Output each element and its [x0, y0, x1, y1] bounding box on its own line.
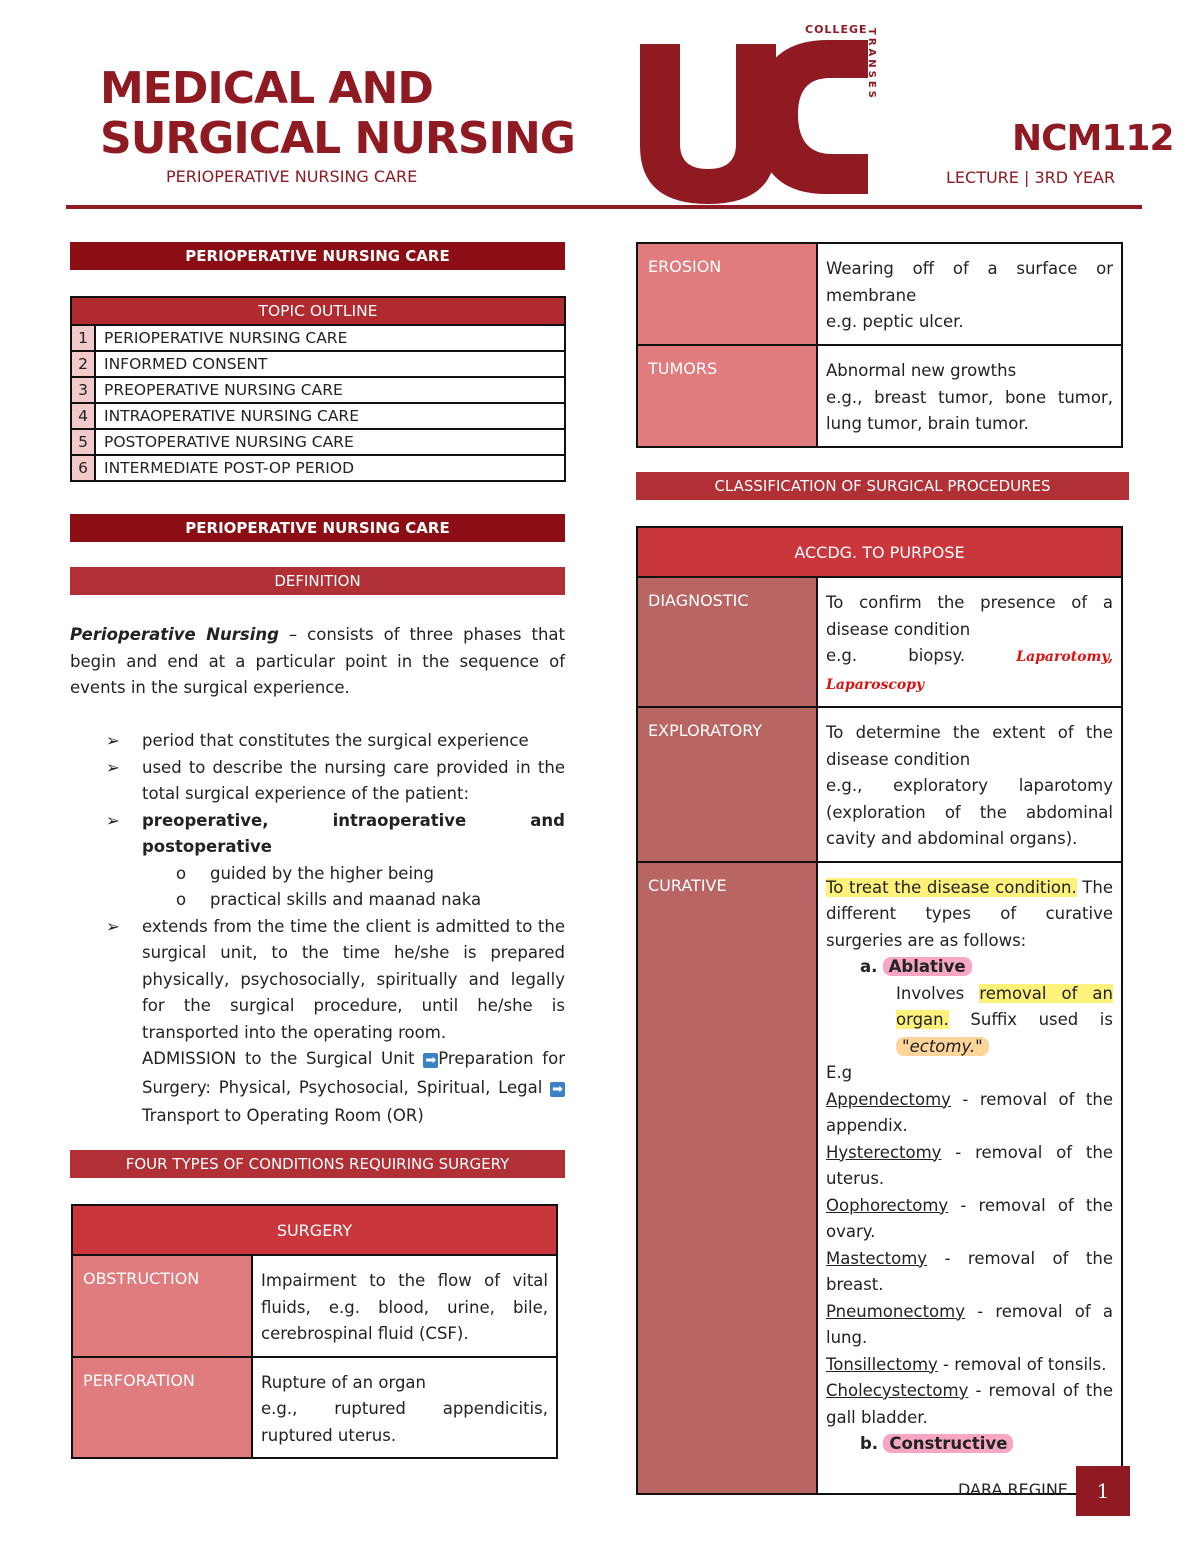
flow-step: Transport to Operating Room (OR)	[142, 1106, 424, 1125]
condition-label: OBSTRUCTION	[72, 1255, 252, 1357]
procedure-label: EXPLORATORY	[637, 707, 817, 862]
ablative-item	[826, 954, 1113, 981]
outline-label: PREOPERATIVE NURSING CARE	[95, 377, 565, 403]
desc-text: To confirm the presence of a disease condition	[826, 593, 1113, 639]
example-term: Appendectomy	[826, 1089, 951, 1109]
example-desc: - removal of the breast.	[826, 1248, 1113, 1294]
condition-desc-line: e.g., ruptured appendicitis, ruptured uterus.	[261, 1399, 548, 1445]
arrow-bullet-icon: ➢	[106, 810, 120, 830]
constructive-item	[826, 1431, 1113, 1458]
procedure-label: DIAGNOSTIC	[637, 577, 817, 707]
ablative-desc	[826, 981, 1113, 1061]
example-desc: - removal of the uterus.	[826, 1142, 1113, 1188]
highlight-term: Ablative	[883, 957, 972, 976]
condition-desc-line: e.g. peptic ulcer.	[826, 312, 964, 331]
definition-bullets	[70, 728, 565, 1130]
outline-num: 5	[71, 429, 95, 455]
topic-outline-table	[70, 296, 566, 482]
item-letter: b.	[860, 1434, 879, 1453]
arrow-bullet-icon: ➢	[106, 731, 120, 750]
right-arrow-icon: ➡	[552, 1081, 563, 1097]
classification-bar: CLASSIFICATION OF SURGICAL PROCEDURES	[636, 472, 1129, 500]
desc-text: Suffix used is	[948, 1010, 1113, 1029]
condition-desc-line: Abnormal new growths	[826, 361, 1017, 380]
desc-text: e.g., exploratory laparotomy (exploration of the abdominal cavity and abdominal organs).	[826, 776, 1113, 848]
example-item	[826, 1087, 1113, 1140]
outline-title: TOPIC OUTLINE	[71, 297, 565, 325]
classification-table	[636, 526, 1123, 1495]
outline-num: 4	[71, 403, 95, 429]
arrow-bullet-icon: ➢	[106, 757, 120, 777]
arrow-bullet-icon: ➢	[106, 916, 120, 936]
condition-desc	[817, 243, 1122, 345]
conditions-table	[71, 1204, 558, 1459]
bullet-text: used to describe the nursing care provided in the total surgical experience of the patient:	[142, 757, 565, 803]
course-info: LECTURE | 3RD YEAR	[946, 168, 1116, 187]
desc-text: e.g. biopsy.	[826, 646, 1017, 665]
condition-desc-line: Rupture of an organ	[261, 1372, 426, 1392]
example-item	[826, 1378, 1113, 1431]
example-desc: - removal of the ovary.	[826, 1195, 1113, 1241]
example-desc: - removal of a lung.	[826, 1301, 1113, 1347]
flow-step: ADMISSION to the Surgical Unit	[142, 1049, 424, 1068]
doc-title-line2: SURGICAL NURSING	[100, 113, 575, 164]
example-item	[826, 1246, 1113, 1299]
item-letter: a.	[860, 957, 878, 976]
handwritten-note: Laparotomy, Laparoscopy	[826, 649, 1113, 693]
surgery-header: SURGERY	[72, 1205, 557, 1255]
desc-text: To determine the extent of the disease condition	[826, 723, 1113, 769]
example-item	[826, 1352, 1113, 1379]
example-item	[826, 1193, 1113, 1246]
def-text: – consists of three phases that begin and end at a particular point in the sequence of events in the surgical experience.	[70, 625, 565, 697]
example-item	[826, 1299, 1113, 1352]
outline-num: 2	[71, 351, 95, 377]
highlight-text: To treat the disease condition.	[826, 877, 1077, 897]
logo-college-text: COLLEGE	[805, 23, 868, 36]
footer-author: DARA REGINE	[958, 1480, 1068, 1499]
outline-row	[71, 403, 565, 429]
example-term: Cholecystectomy	[826, 1381, 969, 1400]
example-desc: - removal of the gall bladder.	[826, 1381, 1113, 1427]
example-term: Tonsillectomy	[826, 1354, 938, 1374]
condition-label: PERFORATION	[72, 1357, 252, 1459]
highlight-term: Constructive	[883, 1434, 1013, 1453]
logo-transes-text: TRANSES	[866, 28, 877, 101]
outline-num: 6	[71, 455, 95, 481]
section-bar-perioperative: PERIOPERATIVE NURSING CARE	[70, 242, 565, 270]
outline-label: PERIOPERATIVE NURSING CARE	[95, 325, 565, 351]
outline-label: POSTOPERATIVE NURSING CARE	[95, 429, 565, 455]
purpose-header: ACCDG. TO PURPOSE	[637, 527, 1122, 577]
outline-row	[71, 377, 565, 403]
sub-bullet-text: guided by the higher being	[210, 863, 434, 883]
right-arrow-icon: ➡	[425, 1053, 437, 1068]
circle-bullet-icon: o	[176, 863, 187, 883]
doc-title-line1: MEDICAL AND	[100, 63, 433, 114]
course-code: NCM112	[1012, 118, 1174, 159]
condition-label: EROSION	[637, 243, 817, 345]
outline-num: 1	[71, 325, 95, 351]
definition-bar: DEFINITION	[70, 567, 565, 595]
bullet-text-bold: preoperative, intraoperative and postoperative	[142, 810, 565, 856]
example-term: Mastectomy	[826, 1248, 928, 1268]
def-term: Perioperative Nursing	[70, 625, 279, 644]
procedure-desc	[817, 862, 1122, 1494]
doc-subtitle: PERIOPERATIVE NURSING CARE	[166, 167, 418, 186]
flow-step: Preparation for Surgery: Physical, Psychosocial, Spiritual, Legal	[142, 1049, 565, 1097]
condition-desc	[817, 345, 1122, 447]
outline-label: INTRAOPERATIVE NURSING CARE	[95, 403, 565, 429]
condition-desc	[252, 1357, 557, 1459]
procedure-desc	[817, 577, 1122, 707]
example-desc: - removal of the appendix.	[826, 1089, 1113, 1135]
condition-desc: Impairment to the flow of vital fluids, e.g. blood, urine, bile, cerebrospinal fluid (CSF).	[252, 1255, 557, 1357]
procedure-label: CURATIVE	[637, 862, 817, 1494]
bullet-text: extends from the time the client is admitted to the surgical unit, to the time he/she is prepared physically, psychosocially, spiritually and legally for the surgical procedure, until he/she is transported into the operating room.	[142, 916, 565, 1042]
outline-label: INFORMED CONSENT	[95, 351, 565, 377]
process-flow	[70, 1046, 565, 1130]
section-bar-perioperative-2: PERIOPERATIVE NURSING CARE	[70, 514, 565, 542]
condition-desc-line: e.g., breast tumor, bone tumor, lung tumor, brain tumor.	[826, 387, 1113, 433]
outline-num: 3	[71, 377, 95, 403]
circle-bullet-icon: o	[176, 890, 187, 909]
four-types-bar: FOUR TYPES OF CONDITIONS REQUIRING SURGERY	[70, 1150, 565, 1178]
condition-label: TUMORS	[637, 345, 817, 447]
highlight-suffix: "ectomy."	[896, 1037, 989, 1056]
outline-label: INTERMEDIATE POST-OP PERIOD	[95, 455, 565, 481]
example-term: Pneumonectomy	[826, 1301, 965, 1321]
highlight-text: removal of an organ.	[896, 983, 1113, 1029]
page-number: 1	[1076, 1466, 1130, 1516]
sub-bullet-text: practical skills and maanad naka	[210, 890, 482, 909]
example-term: Oophorectomy	[826, 1195, 949, 1215]
definition-paragraph	[70, 622, 565, 702]
outline-row	[71, 351, 565, 377]
example-desc: - removal of tonsils.	[937, 1354, 1107, 1374]
desc-text: The different types of curative surgeries are as follows:	[826, 877, 1113, 950]
example-item	[826, 1140, 1113, 1193]
condition-desc-line: Wearing off of a surface or membrane	[826, 259, 1113, 305]
uc-logo	[636, 34, 876, 204]
bullet-text: period that constitutes the surgical experience	[142, 731, 529, 750]
header-divider	[66, 205, 1142, 209]
eg-label: E.g	[826, 1063, 853, 1082]
outline-row	[71, 455, 565, 481]
conditions-table-cont	[636, 242, 1123, 448]
desc-text: Involves	[896, 983, 980, 1003]
example-term: Hysterectomy	[826, 1142, 942, 1162]
outline-row	[71, 429, 565, 455]
outline-row	[71, 325, 565, 351]
procedure-desc	[817, 707, 1122, 862]
